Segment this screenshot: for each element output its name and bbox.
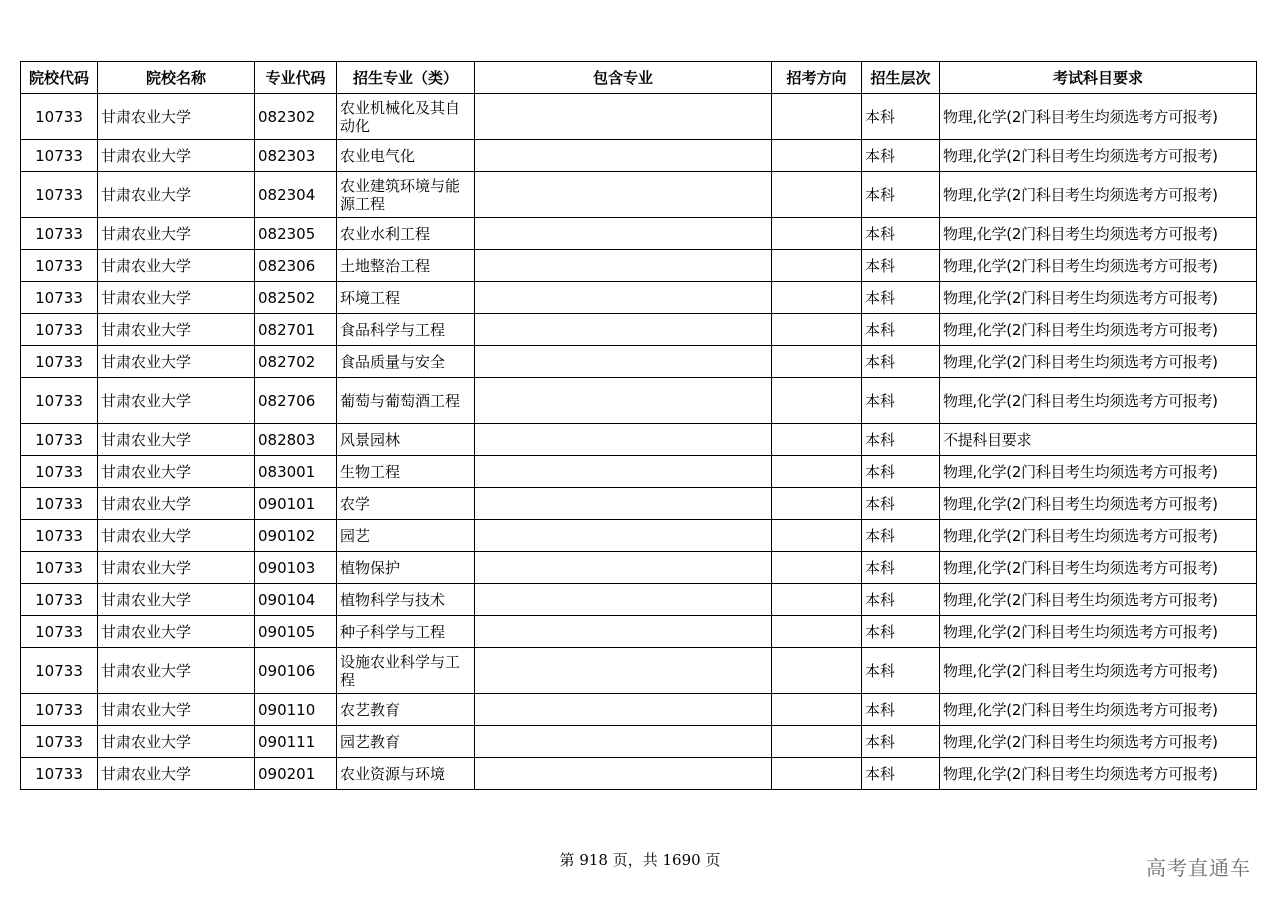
cell-subject-requirement: 物理,化学(2门科目考生均须选考方可报考) [940,346,1257,378]
header-school-name: 院校名称 [98,62,255,94]
cell-school-name: 甘肃农业大学 [98,584,255,616]
cell-subject-requirement: 物理,化学(2门科目考生均须选考方可报考) [940,172,1257,218]
table-row [21,250,1257,282]
cell-major: 农业资源与环境 [337,758,475,790]
cell-school-code: 10733 [21,584,98,616]
cell-direction [772,140,862,172]
cell-major: 葡萄与葡萄酒工程 [337,378,475,424]
cell-school-code: 10733 [21,94,98,140]
cell-direction [772,520,862,552]
cell-level: 本科 [862,520,940,552]
cell-school-code: 10733 [21,282,98,314]
table-row [21,424,1257,456]
table-row [21,488,1257,520]
cell-school-name: 甘肃农业大学 [98,488,255,520]
table-row [21,172,1257,218]
table-row [21,218,1257,250]
cell-school-code: 10733 [21,520,98,552]
cell-major-code: 082306 [255,250,337,282]
cell-major: 环境工程 [337,282,475,314]
cell-major-code: 082706 [255,378,337,424]
cell-direction [772,218,862,250]
cell-school-name: 甘肃农业大学 [98,314,255,346]
cell-included-majors [475,424,772,456]
cell-included-majors [475,758,772,790]
cell-subject-requirement: 物理,化学(2门科目考生均须选考方可报考) [940,694,1257,726]
cell-subject-requirement: 物理,化学(2门科目考生均须选考方可报考) [940,282,1257,314]
cell-major-code: 082305 [255,218,337,250]
table-row [21,584,1257,616]
cell-school-name: 甘肃农业大学 [98,456,255,488]
cell-level: 本科 [862,726,940,758]
cell-major-code: 082803 [255,424,337,456]
cell-school-name: 甘肃农业大学 [98,346,255,378]
cell-school-name: 甘肃农业大学 [98,694,255,726]
cell-level: 本科 [862,140,940,172]
cell-major-code: 082502 [255,282,337,314]
cell-direction [772,584,862,616]
cell-major: 农业水利工程 [337,218,475,250]
table-row [21,520,1257,552]
cell-major-code: 090105 [255,616,337,648]
cell-direction [772,424,862,456]
cell-major: 食品质量与安全 [337,346,475,378]
cell-included-majors [475,584,772,616]
cell-level: 本科 [862,378,940,424]
cell-direction [772,616,862,648]
cell-direction [772,314,862,346]
header-major: 招生专业（类） [337,62,475,94]
cell-level: 本科 [862,616,940,648]
cell-level: 本科 [862,250,940,282]
cell-major-code: 090103 [255,552,337,584]
cell-school-code: 10733 [21,140,98,172]
cell-school-name: 甘肃农业大学 [98,250,255,282]
table-row [21,282,1257,314]
cell-level: 本科 [862,282,940,314]
cell-major-code: 090106 [255,648,337,694]
cell-school-name: 甘肃农业大学 [98,282,255,314]
cell-direction [772,456,862,488]
cell-subject-requirement: 物理,化学(2门科目考生均须选考方可报考) [940,218,1257,250]
cell-major: 植物保护 [337,552,475,584]
table-row [21,694,1257,726]
cell-major: 园艺教育 [337,726,475,758]
cell-school-code: 10733 [21,378,98,424]
cell-direction [772,94,862,140]
cell-major-code: 083001 [255,456,337,488]
cell-school-name: 甘肃农业大学 [98,218,255,250]
cell-level: 本科 [862,552,940,584]
header-subject-requirement: 考试科目要求 [940,62,1257,94]
cell-subject-requirement: 物理,化学(2门科目考生均须选考方可报考) [940,140,1257,172]
cell-subject-requirement: 物理,化学(2门科目考生均须选考方可报考) [940,488,1257,520]
cell-subject-requirement: 物理,化学(2门科目考生均须选考方可报考) [940,378,1257,424]
cell-major: 园艺 [337,520,475,552]
table-row [21,726,1257,758]
table-body [21,94,1257,790]
cell-level: 本科 [862,172,940,218]
header-major-code: 专业代码 [255,62,337,94]
cell-school-code: 10733 [21,694,98,726]
cell-major: 生物工程 [337,456,475,488]
cell-major: 食品科学与工程 [337,314,475,346]
cell-major: 设施农业科学与工程 [337,648,475,694]
cell-school-name: 甘肃农业大学 [98,616,255,648]
cell-level: 本科 [862,424,940,456]
cell-subject-requirement: 物理,化学(2门科目考生均须选考方可报考) [940,726,1257,758]
cell-level: 本科 [862,648,940,694]
cell-subject-requirement: 不提科目要求 [940,424,1257,456]
cell-level: 本科 [862,456,940,488]
cell-included-majors [475,488,772,520]
cell-school-name: 甘肃农业大学 [98,758,255,790]
table-row [21,758,1257,790]
table-row [21,552,1257,584]
watermark-text: 高考直通车 [1146,856,1251,880]
cell-included-majors [475,218,772,250]
cell-included-majors [475,94,772,140]
cell-school-name: 甘肃农业大学 [98,140,255,172]
cell-school-code: 10733 [21,758,98,790]
cell-direction [772,488,862,520]
cell-included-majors [475,250,772,282]
cell-major: 种子科学与工程 [337,616,475,648]
table-row [21,94,1257,140]
header-direction: 招考方向 [772,62,862,94]
cell-included-majors [475,140,772,172]
cell-included-majors [475,694,772,726]
cell-school-code: 10733 [21,172,98,218]
cell-school-name: 甘肃农业大学 [98,424,255,456]
cell-major-code: 082701 [255,314,337,346]
cell-major-code: 082303 [255,140,337,172]
page-number: 第 918 页，共 1690 页 [559,851,721,869]
cell-school-name: 甘肃农业大学 [98,94,255,140]
cell-school-name: 甘肃农业大学 [98,648,255,694]
cell-school-code: 10733 [21,488,98,520]
cell-subject-requirement: 物理,化学(2门科目考生均须选考方可报考) [940,314,1257,346]
cell-school-code: 10733 [21,616,98,648]
cell-school-code: 10733 [21,346,98,378]
cell-school-name: 甘肃农业大学 [98,378,255,424]
cell-level: 本科 [862,346,940,378]
header-included-majors: 包含专业 [475,62,772,94]
cell-level: 本科 [862,584,940,616]
cell-school-code: 10733 [21,250,98,282]
cell-major: 植物科学与技术 [337,584,475,616]
table-row [21,378,1257,424]
cell-direction [772,282,862,314]
admission-requirements-table [20,61,1257,790]
cell-included-majors [475,282,772,314]
cell-direction [772,726,862,758]
cell-level: 本科 [862,314,940,346]
cell-major-code: 090201 [255,758,337,790]
cell-major-code: 090104 [255,584,337,616]
cell-level: 本科 [862,758,940,790]
cell-subject-requirement: 物理,化学(2门科目考生均须选考方可报考) [940,94,1257,140]
cell-included-majors [475,616,772,648]
cell-major-code: 082302 [255,94,337,140]
cell-major: 农业电气化 [337,140,475,172]
cell-subject-requirement: 物理,化学(2门科目考生均须选考方可报考) [940,520,1257,552]
header-level: 招生层次 [862,62,940,94]
cell-included-majors [475,456,772,488]
table-row [21,140,1257,172]
cell-included-majors [475,552,772,584]
cell-direction [772,378,862,424]
cell-major: 农业建筑环境与能源工程 [337,172,475,218]
cell-direction [772,172,862,218]
cell-level: 本科 [862,694,940,726]
cell-school-code: 10733 [21,456,98,488]
cell-major-code: 090111 [255,726,337,758]
cell-direction [772,552,862,584]
cell-direction [772,250,862,282]
cell-included-majors [475,314,772,346]
cell-major: 农业机械化及其自动化 [337,94,475,140]
cell-direction [772,758,862,790]
cell-subject-requirement: 物理,化学(2门科目考生均须选考方可报考) [940,250,1257,282]
table-row [21,314,1257,346]
cell-direction [772,648,862,694]
cell-school-name: 甘肃农业大学 [98,552,255,584]
cell-school-code: 10733 [21,218,98,250]
table-row [21,456,1257,488]
cell-major-code: 082304 [255,172,337,218]
cell-school-code: 10733 [21,314,98,346]
cell-subject-requirement: 物理,化学(2门科目考生均须选考方可报考) [940,616,1257,648]
cell-subject-requirement: 物理,化学(2门科目考生均须选考方可报考) [940,552,1257,584]
cell-included-majors [475,346,772,378]
cell-major: 农学 [337,488,475,520]
cell-school-code: 10733 [21,648,98,694]
cell-subject-requirement: 物理,化学(2门科目考生均须选考方可报考) [940,584,1257,616]
cell-school-name: 甘肃农业大学 [98,520,255,552]
cell-school-name: 甘肃农业大学 [98,726,255,758]
cell-direction [772,694,862,726]
cell-school-name: 甘肃农业大学 [98,172,255,218]
table-header-row [21,62,1257,94]
cell-major-code: 090101 [255,488,337,520]
table-row [21,616,1257,648]
cell-subject-requirement: 物理,化学(2门科目考生均须选考方可报考) [940,456,1257,488]
table-row [21,346,1257,378]
cell-included-majors [475,172,772,218]
cell-included-majors [475,378,772,424]
cell-school-code: 10733 [21,726,98,758]
cell-major-code: 090102 [255,520,337,552]
cell-included-majors [475,520,772,552]
cell-major-code: 082702 [255,346,337,378]
cell-major-code: 090110 [255,694,337,726]
cell-direction [772,346,862,378]
cell-major: 农艺教育 [337,694,475,726]
cell-level: 本科 [862,488,940,520]
cell-major: 风景园林 [337,424,475,456]
header-school-code: 院校代码 [21,62,98,94]
cell-subject-requirement: 物理,化学(2门科目考生均须选考方可报考) [940,758,1257,790]
cell-included-majors [475,726,772,758]
cell-major: 土地整治工程 [337,250,475,282]
table-row [21,648,1257,694]
cell-included-majors [475,648,772,694]
cell-subject-requirement: 物理,化学(2门科目考生均须选考方可报考) [940,648,1257,694]
cell-school-code: 10733 [21,424,98,456]
cell-school-code: 10733 [21,552,98,584]
cell-level: 本科 [862,218,940,250]
cell-level: 本科 [862,94,940,140]
